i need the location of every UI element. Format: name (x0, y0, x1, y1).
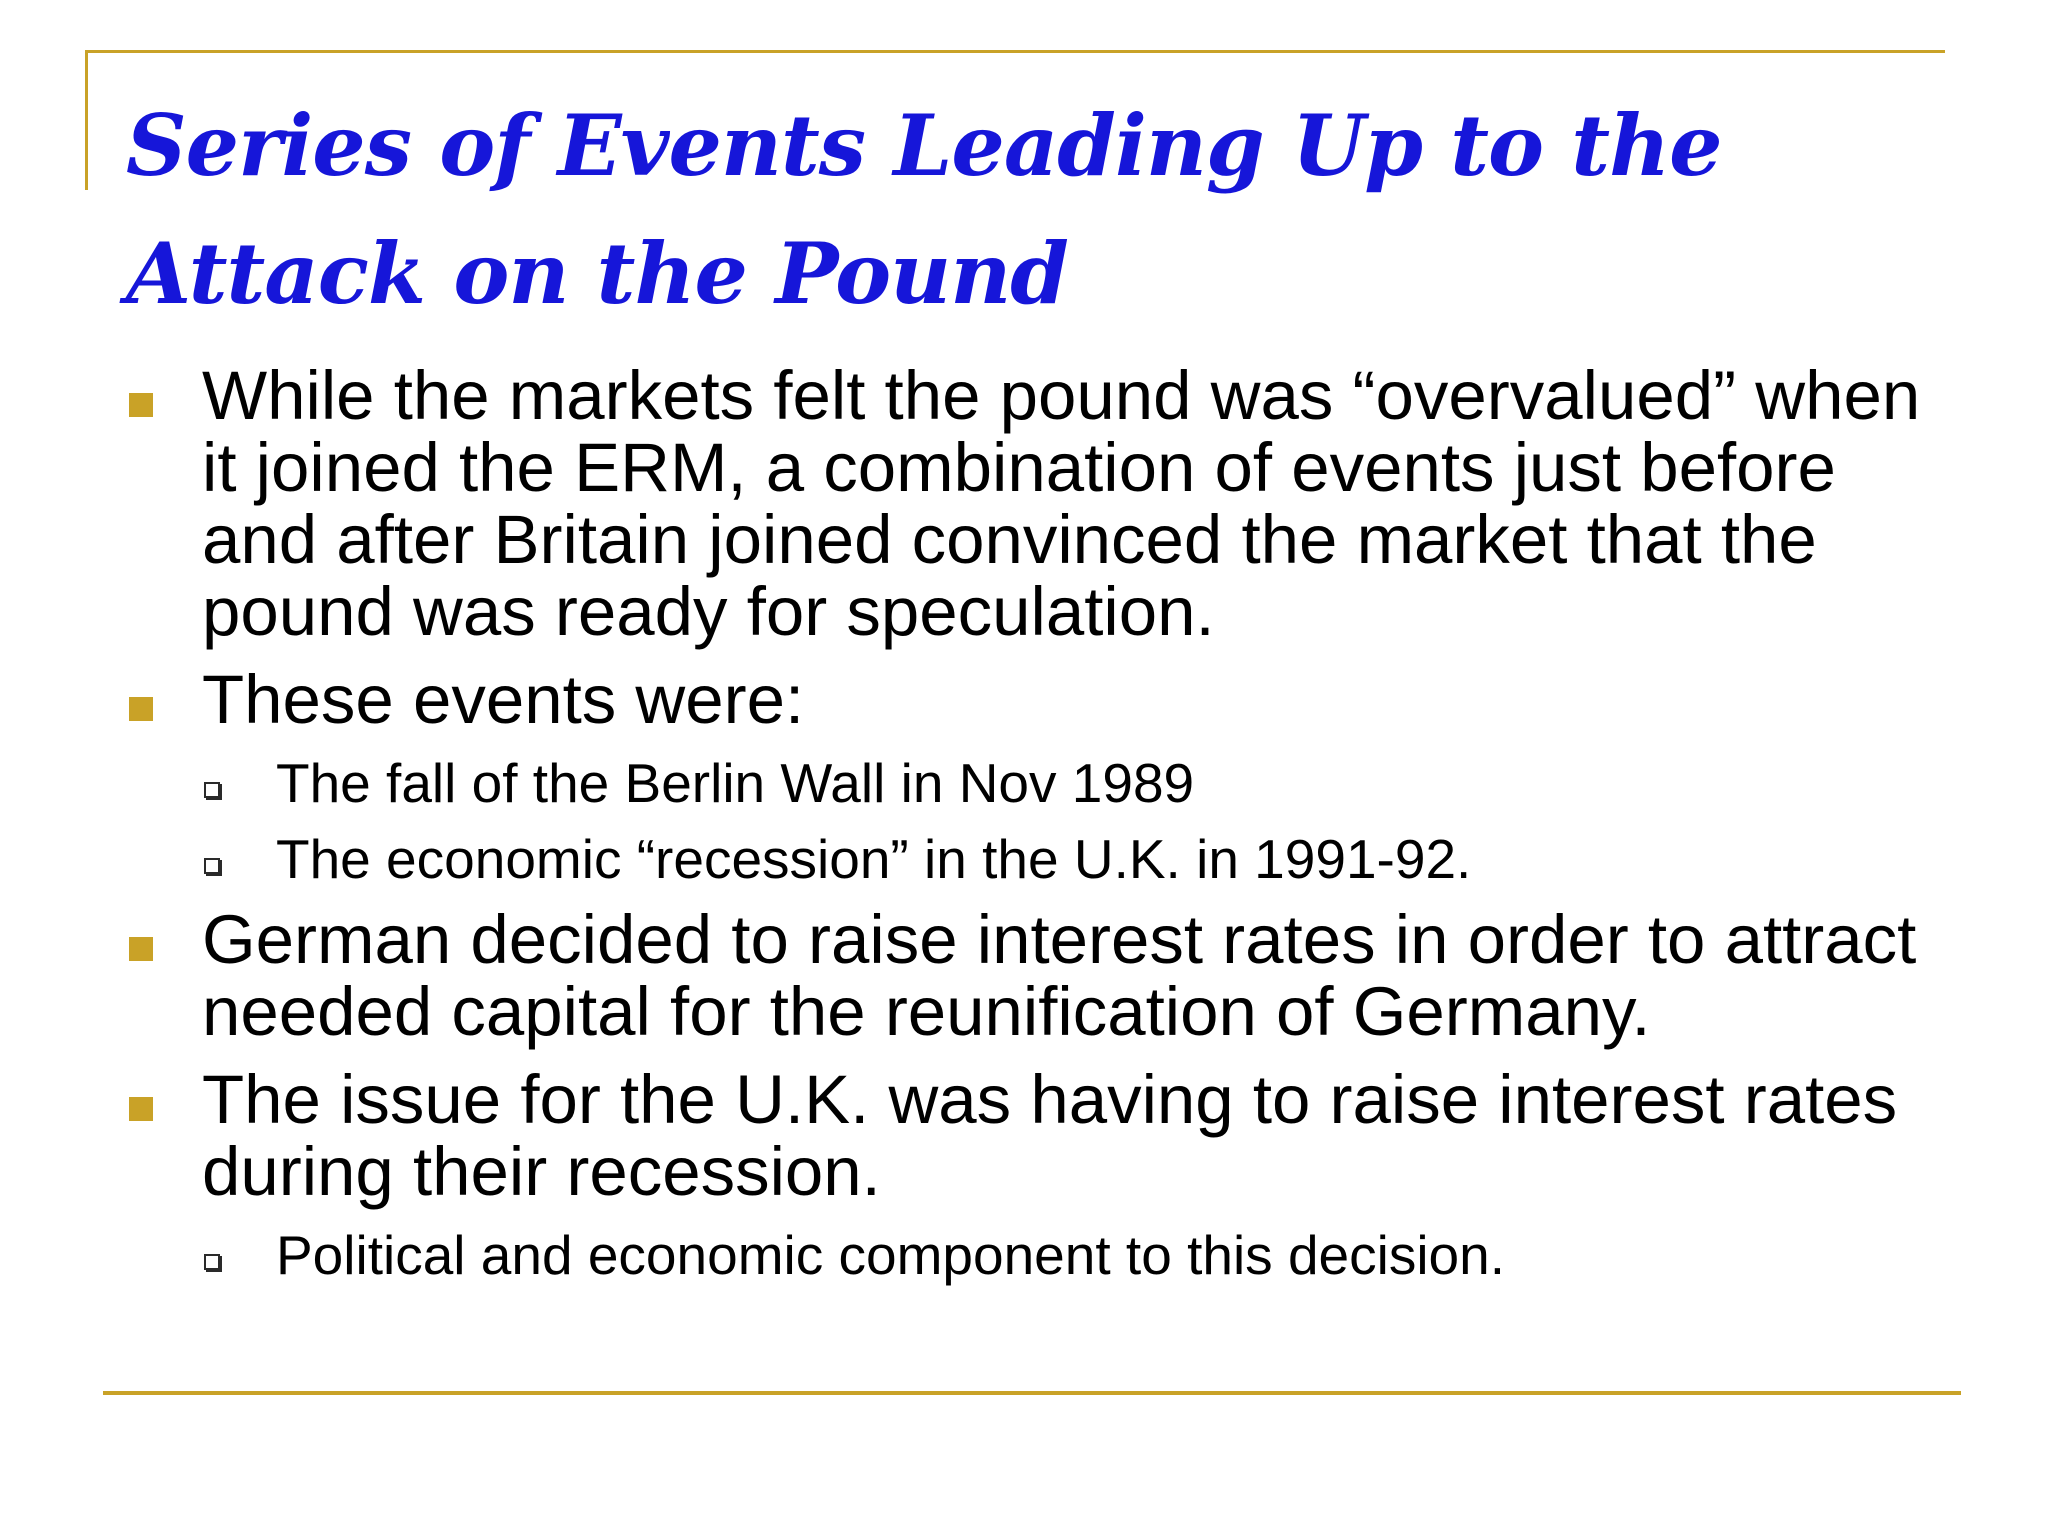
hollow-square-bullet-icon (204, 782, 220, 798)
sub-bullet-item (126, 828, 1956, 890)
bullet-text: The issue for the U.K. was having to raise interest rates during their recession. (202, 1061, 1898, 1210)
bottom-border-line (103, 1391, 1961, 1395)
bullet-text: While the markets felt the pound was “overvalued” when it joined the ERM, a combination of events just before and after Britain joined convinced the market that the pound was ready for speculation. (202, 357, 1921, 650)
bullet-item (126, 901, 1956, 1050)
slide-title: Series of Events Leading Up to the Attack on the Pound (126, 96, 1722, 323)
square-bullet-icon (129, 937, 153, 961)
bullet-item (126, 661, 1956, 738)
square-bullet-icon (129, 1097, 153, 1121)
hollow-square-bullet-icon (204, 858, 220, 874)
top-border-line (85, 50, 1945, 53)
bullet-text: These events were: (202, 661, 805, 738)
slide-body (126, 357, 1956, 1300)
sub-bullet-list (126, 752, 1956, 890)
sub-bullet-text: The economic “recession” in the U.K. in 1991-92. (276, 828, 1472, 890)
hollow-square-bullet-icon (204, 1254, 220, 1270)
square-bullet-icon (129, 393, 153, 417)
sub-bullet-text: Political and economic component to this decision. (276, 1224, 1506, 1286)
square-bullet-icon (129, 697, 153, 721)
bullet-text: German decided to raise interest rates in order to attract needed capital for the reunification of Germany. (202, 901, 1917, 1050)
sub-bullet-item (126, 752, 1956, 814)
bullet-item (126, 357, 1956, 650)
bullet-item (126, 1061, 1956, 1210)
sub-bullet-item (126, 1224, 1956, 1286)
left-border-line (85, 50, 88, 190)
sub-bullet-list (126, 1224, 1956, 1286)
sub-bullet-text: The fall of the Berlin Wall in Nov 1989 (276, 752, 1195, 814)
